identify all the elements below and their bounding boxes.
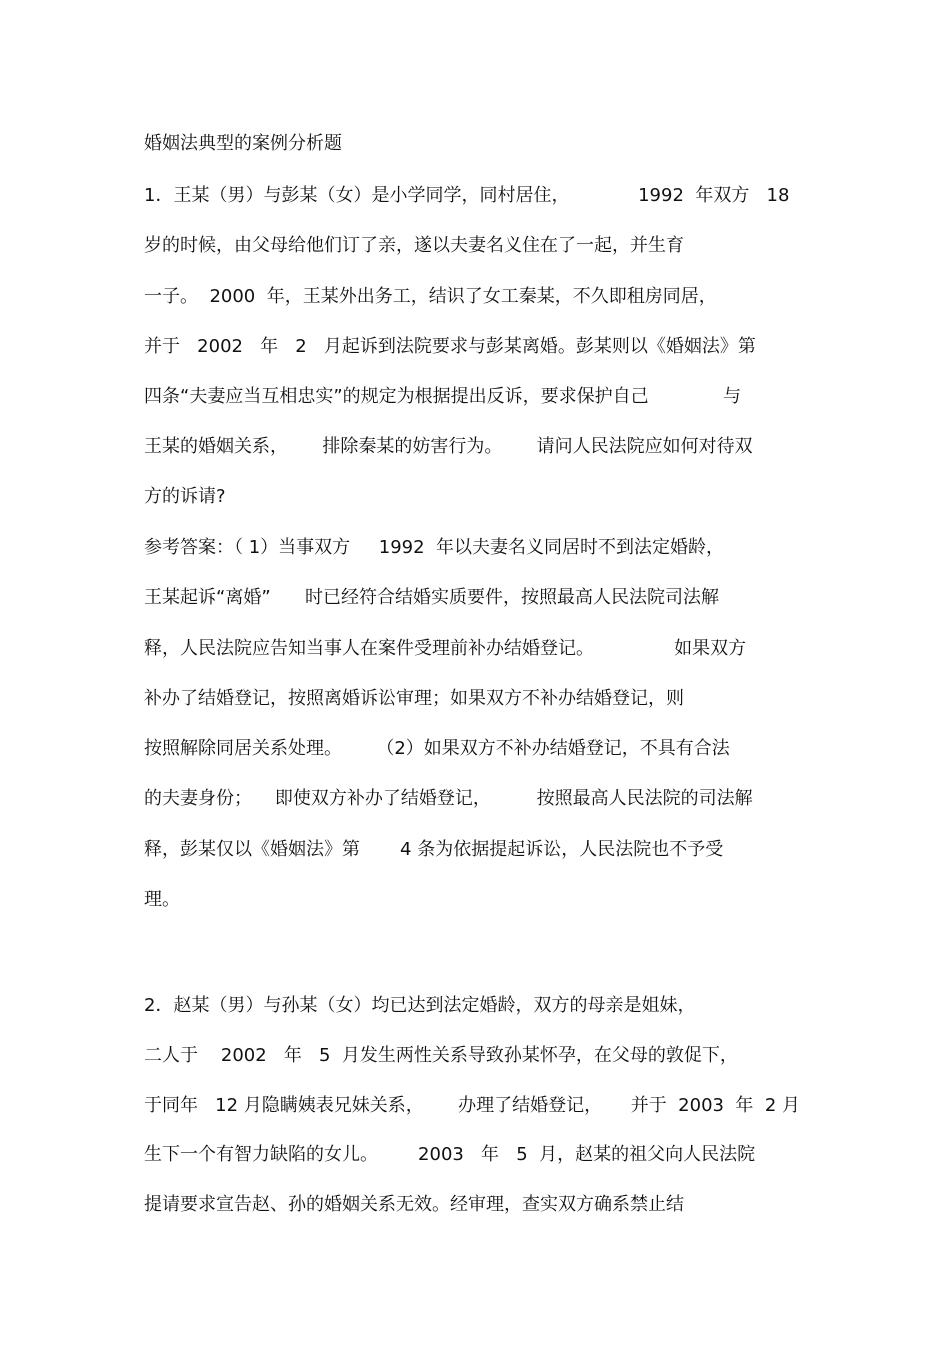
case2-question-line: 二人于 2002 年 5 月发生两性关系导致孙某怀孕，在父母的敦促下，	[144, 1045, 738, 1066]
case1-question-line: 王某的婚姻关系， 排除秦某的妨害行为。 请问人民法院应如何对待双	[144, 436, 753, 457]
case1-question-line: 四条“夫妻应当互相忠实”的规定为根据提出反诉，要求保护自己 与	[144, 386, 742, 407]
case1-answer-line: 释，彭某仅以《婚姻法》第 4 条为依据提起诉讼，人民法院也不予受	[144, 839, 724, 860]
case1-question-line: 岁的时候，由父母给他们订了亲，遂以夫妻名义住在了一起，并生育	[144, 235, 684, 256]
case1-question-line: 1．王某（男）与彭某（女）是小学同学，同村居住， 1992 年双方 18	[144, 185, 790, 206]
document-title: 婚姻法典型的案例分析题	[144, 133, 342, 154]
case1-answer-line: 参考答案：（ 1）当事双方 1992 年以夫妻名义同居时不到法定婚龄，	[144, 537, 725, 558]
case1-answer-line: 理。	[144, 889, 180, 910]
case1-question-line: 并于 2002 年 2 月起诉到法院要求与彭某离婚。彭某则以《婚姻法》第	[144, 336, 756, 357]
case1-answer-line: 释，人民法院应告知当事人在案件受理前补办结婚登记。 如果双方	[144, 638, 747, 659]
case1-answer-line: 王某起诉“离婚” 时已经符合结婚实质要件，按照最高人民法院司法解	[144, 587, 719, 608]
case1-answer-line: 的夫妻身份； 即使双方补办了结婚登记， 按照最高人民法院的司法解	[144, 788, 753, 809]
case1-answer-line: 按照解除同居关系处理。 （2）如果双方不补办结婚登记，不具有合法	[144, 738, 730, 759]
case2-question-line: 于同年 12 月隐瞒姨表兄妹关系， 办理了结婚登记， 并于 2003 年 2 月	[144, 1095, 801, 1116]
case1-question-line: 方的诉请?	[144, 486, 226, 507]
case2-question-line: 2．赵某（男）与孙某（女）均已达到法定婚龄，双方的母亲是姐妹，	[144, 995, 696, 1016]
case1-question-line: 一子。 2000 年，王某外出务工，结识了女工秦某，不久即租房同居，	[144, 286, 717, 307]
case2-question-line: 提请要求宣告赵、孙的婚姻关系无效。经审理，查实双方确系禁止结	[144, 1194, 684, 1215]
case2-question-line: 生下一个有智力缺陷的女儿。 2003 年 5 月，赵某的祖父向人民法院	[144, 1144, 756, 1165]
case1-answer-line: 补办了结婚登记，按照离婚诉讼审理；如果双方不补办结婚登记，则	[144, 688, 684, 709]
